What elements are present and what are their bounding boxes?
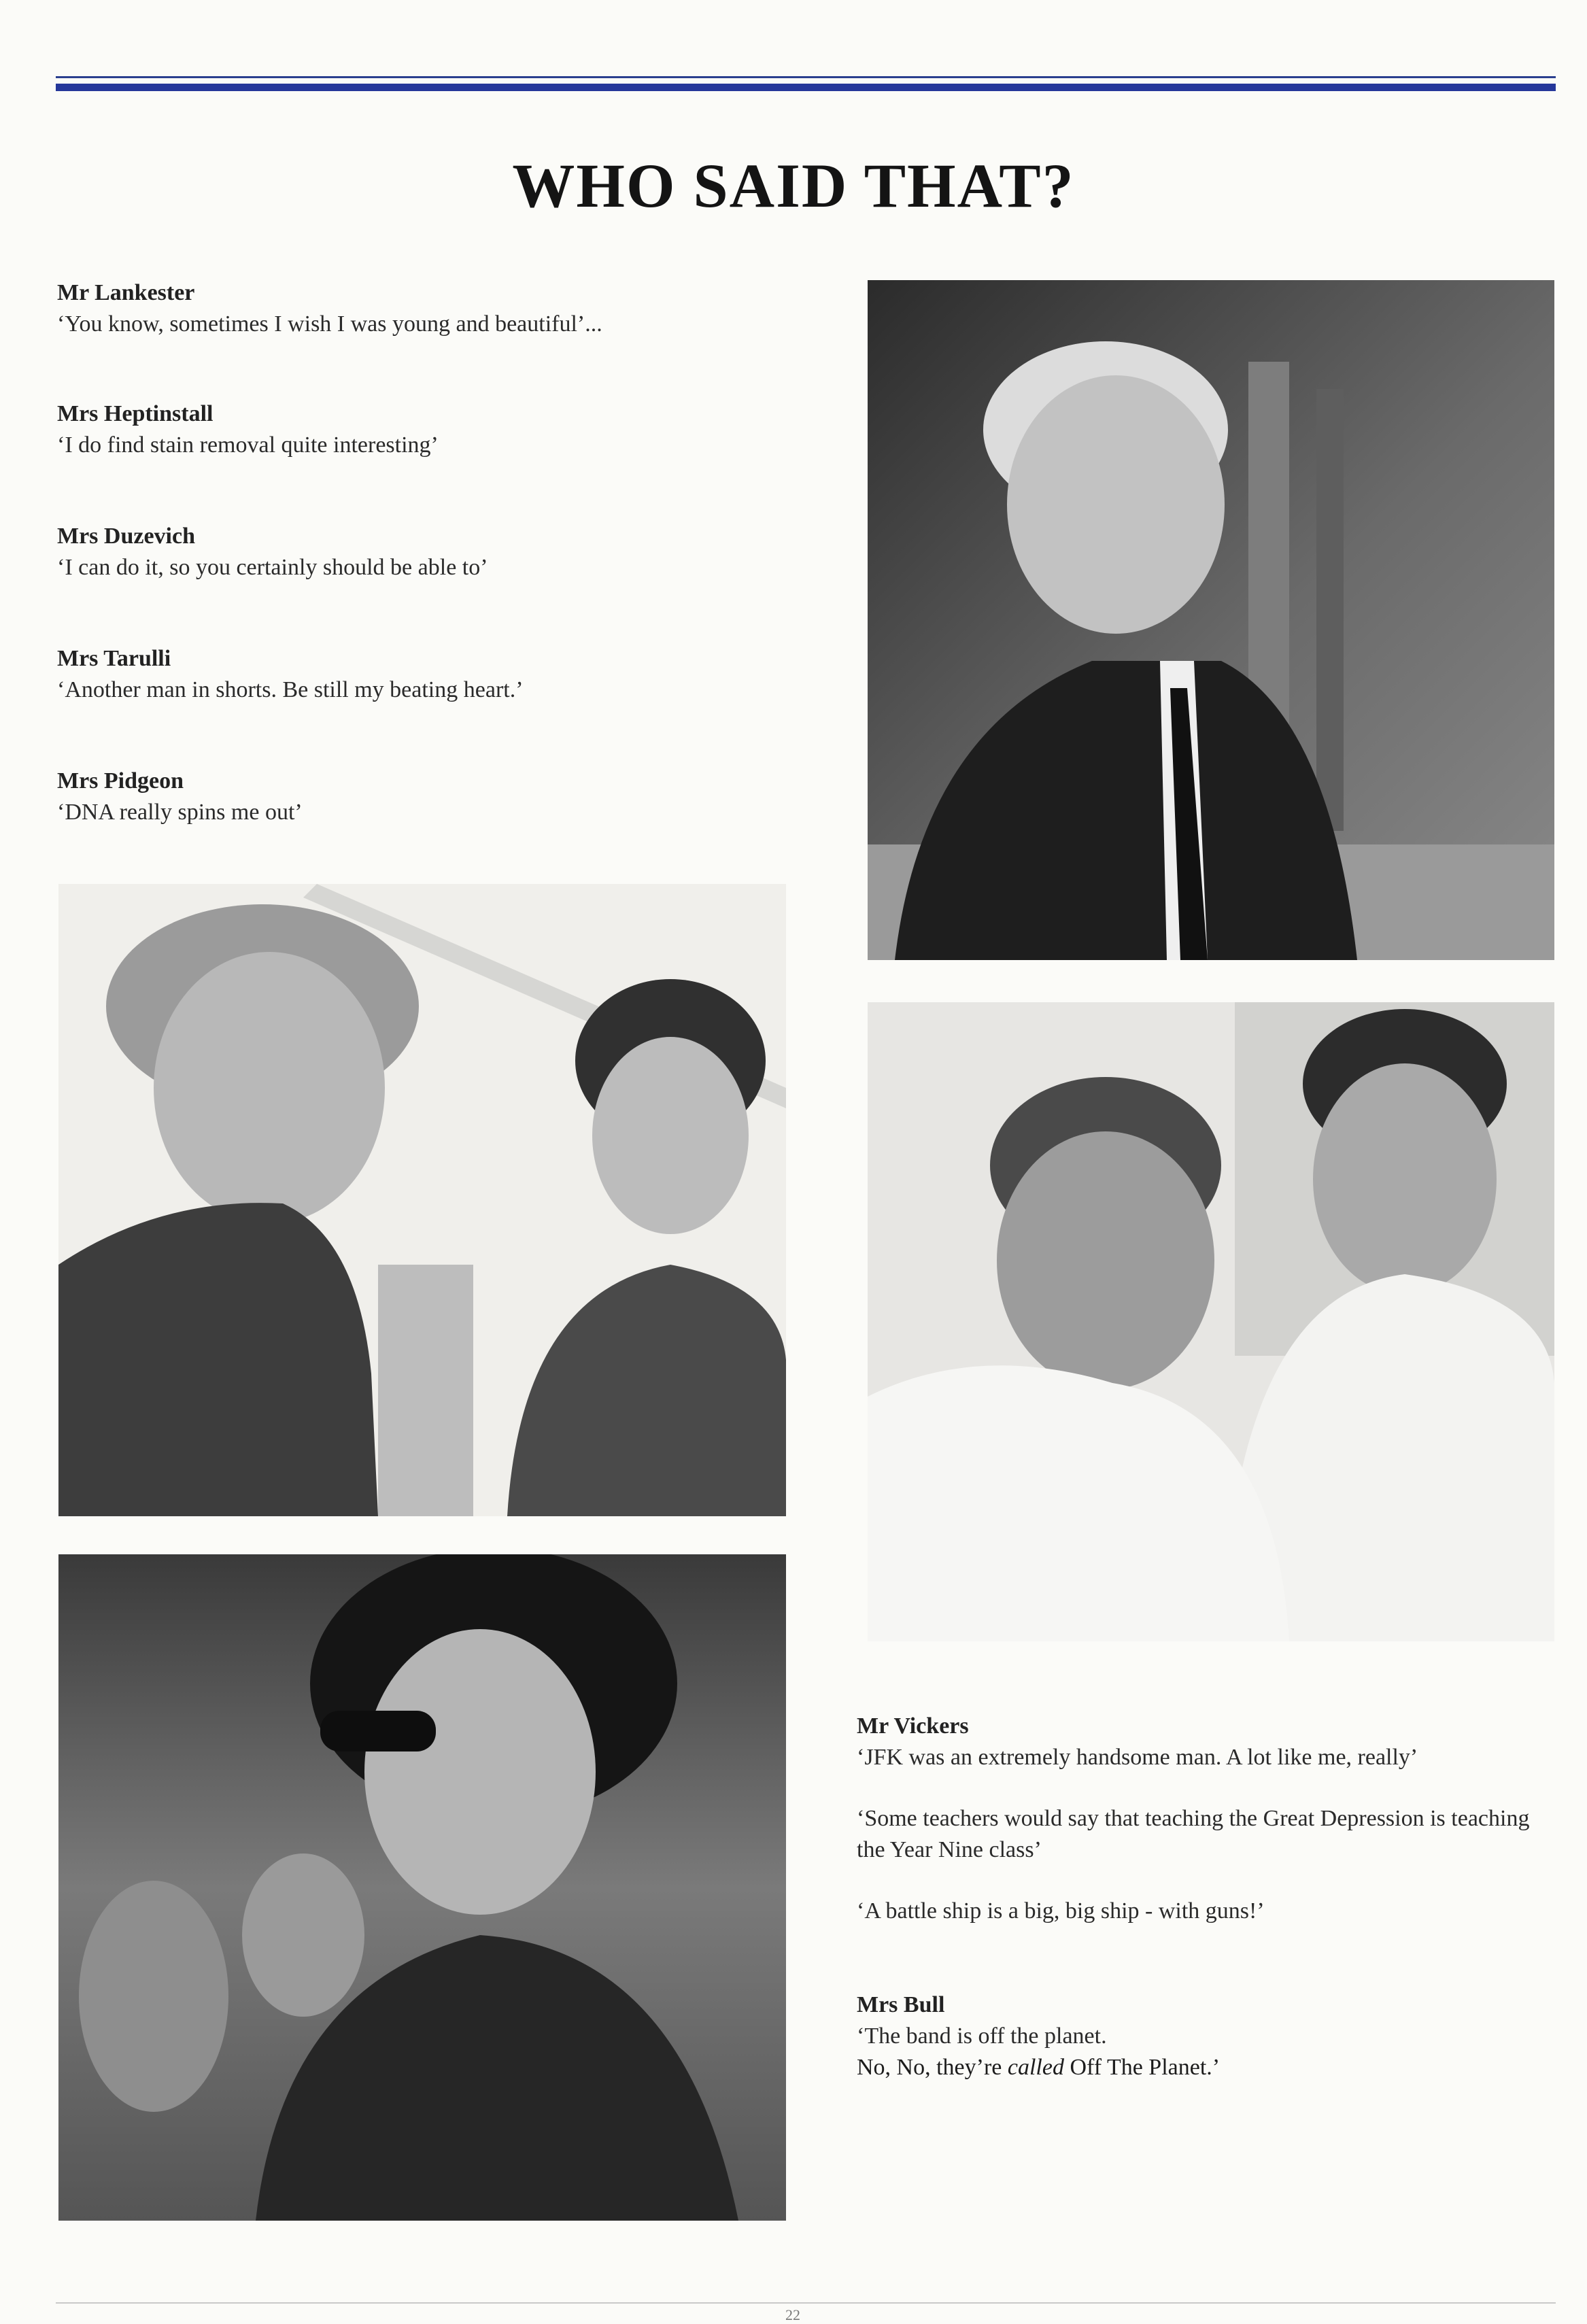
quote-text: ‘A battle ship is a big, big ship - with guns!’ xyxy=(857,1898,1265,1924)
speaker-name: Mrs Heptinstall xyxy=(57,401,214,426)
quote-heptinstall xyxy=(57,398,439,461)
page-number: 22 xyxy=(785,2306,800,2323)
photo-two-women xyxy=(58,884,786,1516)
page-title: WHO SAID THAT? xyxy=(512,151,1075,220)
speaker-name: Mrs Bull xyxy=(857,1992,945,2017)
photo-two-men xyxy=(868,1002,1554,1641)
header-rule-thin xyxy=(56,76,1556,78)
header-rule-thick xyxy=(56,84,1556,91)
speaker-name: Mr Lankester xyxy=(57,280,195,305)
quote-lankester xyxy=(57,277,602,340)
speaker-name: Mrs Tarulli xyxy=(57,646,171,671)
speaker-name: Mrs Pidgeon xyxy=(57,768,184,793)
quote-text: ‘The band is off the planet. xyxy=(857,2023,1107,2049)
quote-duzevich xyxy=(57,521,488,583)
quote-text: ‘You know, sometimes I wish I was young and beautiful’... xyxy=(57,311,602,337)
quote-bull xyxy=(857,1989,1557,2083)
quote-text-part: No, No, they’re xyxy=(857,2055,1008,2080)
quote-text: ‘I do find stain removal quite interesting’ xyxy=(57,432,439,458)
quote-text: ‘Some teachers would say that teaching the Great Depression is teaching the Year Nine class’ xyxy=(857,1806,1530,1862)
photo-woman-sunglasses xyxy=(58,1554,786,2221)
quote-text: ‘DNA really spins me out’ xyxy=(57,800,303,825)
quote-text: ‘JFK was an extremely handsome man. A lot like me, really’ xyxy=(857,1745,1418,1770)
quote-text-emphasis: called xyxy=(1007,2055,1064,2080)
footer-rule xyxy=(56,2302,1556,2304)
quote-tarulli xyxy=(57,643,524,706)
quote-pidgeon xyxy=(57,766,303,828)
speaker-name: Mr Vickers xyxy=(857,1713,969,1739)
quote-text-line xyxy=(857,2052,1557,2083)
quote-text: ‘I can do it, so you certainly should be able to’ xyxy=(57,555,488,580)
speaker-name: Mrs Duzevich xyxy=(57,524,196,549)
photo-man-in-suit xyxy=(868,280,1554,960)
quote-vickers xyxy=(857,1711,1557,1927)
quote-text-part: Off The Planet.’ xyxy=(1063,2055,1221,2080)
quote-text: ‘Another man in shorts. Be still my beating heart.’ xyxy=(57,677,524,702)
